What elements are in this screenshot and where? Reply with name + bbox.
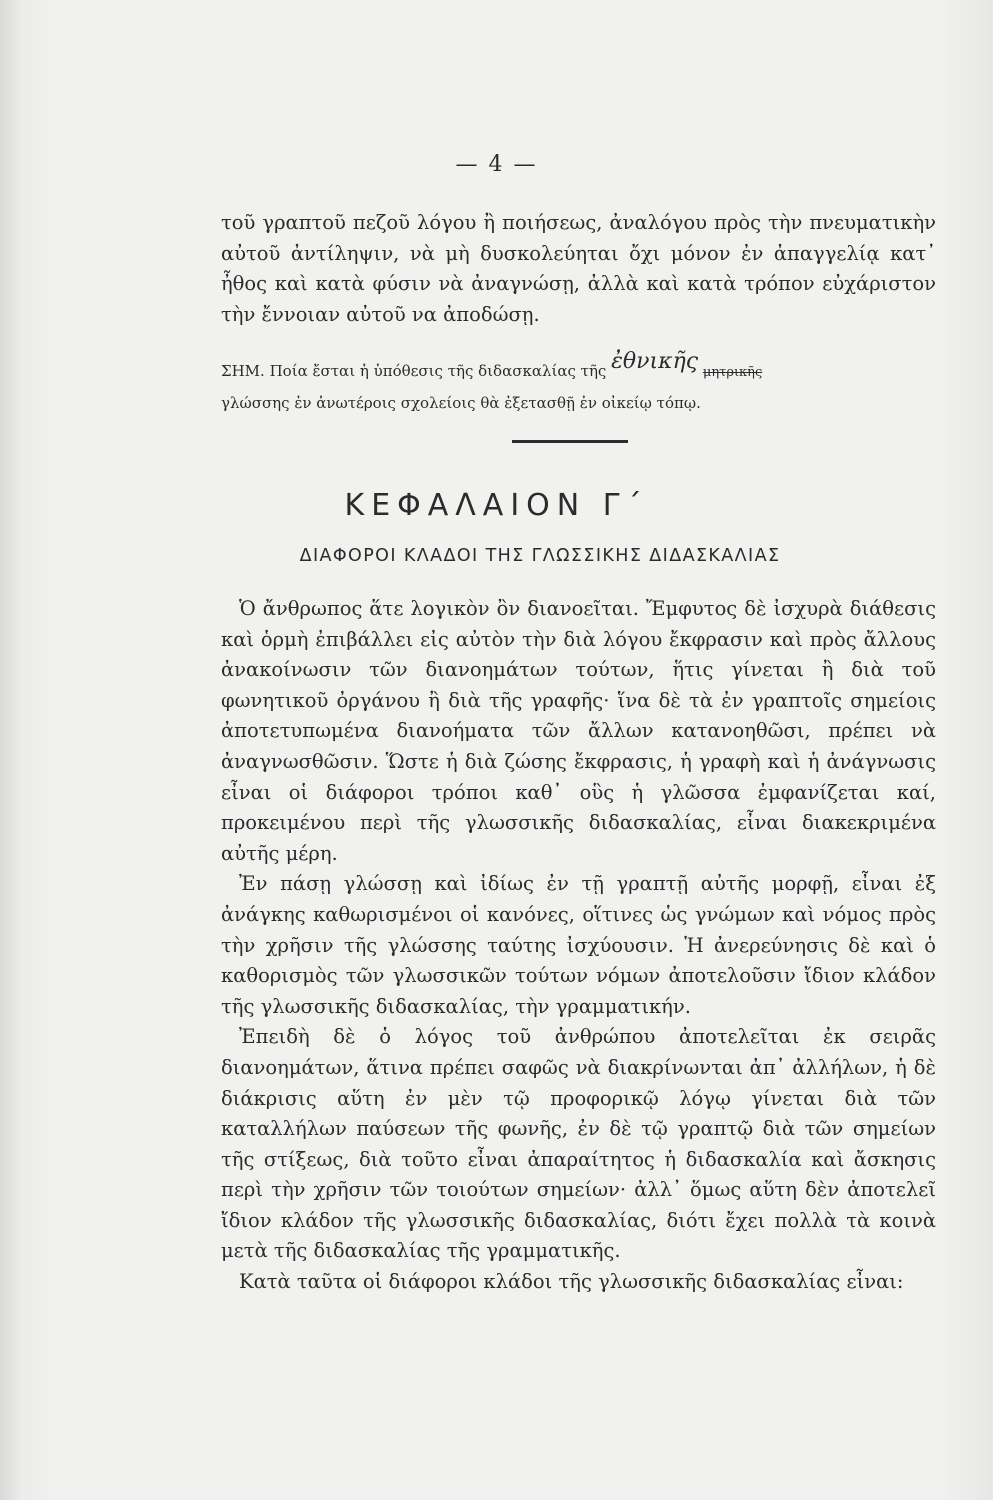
body-paragraph-4: Κατὰ ταῦτα οἱ διάφοροι κλάδοι τῆς γλωσσικῆς διδασκαλίας εἶναι:	[239, 1270, 904, 1294]
body-paragraph-3: Ἐπειδὴ δὲ ὁ λόγος τοῦ ἀνθρώπου ἀποτελεῖται ἐκ σειρᾶς διανοημάτων, ἅτινα πρέπει σαφῶς νὰ διακρίνωνται ἀπ᾽ ἀλλήλων, ἡ δὲ διάκρισις αὕτη ἐν μὲν τῷ προφορικῷ λόγῳ γίνεται διὰ τῶν καταλλήλων παύσεων τῆς φωνῆς, ἐν δὲ τῷ γραπτῷ διὰ τῶν σημείων τῆς στίξεως, διὰ τοῦτο εἶναι ἀπαραίτητος ἡ διδασκαλία καὶ ἄσκησις περὶ τὴν χρῆσιν τῶν τοιούτων σημείων· ἀλλ᾽ ὅμως αὕτη δὲν ἀποτελεῖ ἴδιον κλάδον τῆς γλωσσικῆς διδασκαλίας, διότι ἔχει πολλὰ τὰ κοινὰ μετὰ τῆς διδασκαλίας τῆς γραμματικῆς.	[221, 1025, 936, 1263]
chapter-title: ΚΕΦΑΛΑΙΟΝ Γ΄	[344, 488, 649, 523]
handwritten-correction: ἐθνικῆς	[611, 349, 699, 374]
top-paragraph: τοῦ γραπτοῦ πεζοῦ λόγου ἢ ποιήσεως, ἀναλόγου πρὸς τὴν πνευματικὴν αὐτοῦ ἀντίληψιν, νὰ μὴ δυσκολεύηται ὄχι μόνον ἐν ἀπαγγελίᾳ κατ᾽ ἦθος καὶ κατὰ φύσιν νὰ ἀναγνώσῃ, ἀλλὰ καὶ κατὰ τρόπον εὐχάριστον τὴν ἔννοιαν αὐτοῦ να ἀποδώσῃ.	[221, 211, 936, 326]
chapter-subtitle: ΔΙΑΦΟΡΟΙ ΚΛΑΔΟΙ ΤΗΣ ΓΛΩΣΣΙΚΗΣ ΔΙΔΑΣΚΑΛΙΑΣ	[299, 546, 781, 566]
footnote	[221, 349, 936, 418]
footnote-line	[221, 349, 936, 388]
footnote-text-start: ΣΗΜ. Ποία ἔσται ἡ ὑπόθεσις τῆς διδασκαλίας τῆς	[221, 362, 607, 380]
body-paragraph-2: Ἐν πάσῃ γλώσσῃ καὶ ἰδίως ἐν τῇ γραπτῇ αὐτῆς μορφῇ, εἶναι ἐξ ἀνάγκης καθωρισμένοι οἱ κανόνες, οἵτινες ὡς γνώμων καὶ νόμος πρὸς τὴν χρῆσιν τῆς γλώσσης ταύτης ἰσχύουσιν. Ἡ ἀνερεύνησις δὲ καὶ ὁ καθορισμὸς τῶν γλωσσικῶν τούτων νόμων ἀποτελοῦσιν ἴδιον κλάδον τῆς γλωσσικῆς διδασκαλίας, τὴν γραμματικήν.	[221, 872, 936, 1018]
struck-word: μητρικῆς	[702, 365, 763, 380]
footnote-text-end: γλώσσης ἐν ἀνωτέροις σχολείοις θὰ ἐξετασθῇ ἐν οἰκείῳ τόπῳ.	[221, 394, 701, 412]
top-paragraph-block	[221, 208, 936, 330]
body-text	[221, 594, 936, 1298]
page-number: — 4 —	[455, 152, 538, 177]
body-paragraph-1: Ὁ ἄνθρωπος ἅτε λογικὸν ὂν διανοεῖται. Ἔμφυτος δὲ ἰσχυρὰ διάθεσις καὶ ὁρμὴ ἐπιβάλλει εἰς αὐτὸν τὴν διὰ λόγου ἔκφρασιν καὶ πρὸς ἄλλους ἀνακοίνωσιν τῶν διανοημάτων τούτων, ἥτις γίνεται ἢ διὰ τοῦ φωνητικοῦ ὀργάνου ἢ διὰ τῆς γραφῆς· ἵνα δὲ τὰ ἐν γραπτοῖς σημείοις ἀποτετυπωμένα διανοήματα τῶν ἄλλων κατανοηθῶσι, πρέπει νὰ ἀναγνωσθῶσιν. Ὥστε ἡ διὰ ζώσης ἔκφρασις, ἡ γραφὴ καὶ ἡ ἀνάγνωσις εἶναι οἱ διάφοροι τρόποι καθ᾽ οὓς ἡ γλῶσσα ἐμφανίζεται καί, προκειμένου περὶ τῆς γλωσσικῆς διδασκαλίας, εἶναι διακεκριμένα αὐτῆς μέρη.	[221, 597, 936, 865]
section-divider	[512, 440, 628, 443]
